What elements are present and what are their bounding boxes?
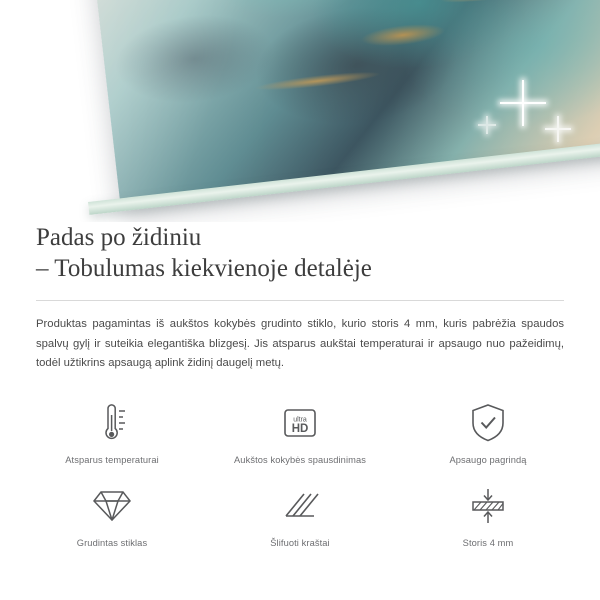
feature-item [18, 400, 206, 465]
diamond-icon [89, 483, 135, 529]
feature-item [394, 400, 582, 465]
divider [36, 300, 564, 301]
feature-label: Apsaugo pagrindą [449, 454, 527, 465]
feature-label: Atsparus temperaturai [65, 454, 159, 465]
thermometer-icon [89, 400, 135, 446]
svg-text:HD: HD [291, 422, 309, 435]
svg-text:ultra: ultra [293, 415, 307, 423]
feature-item [206, 400, 394, 465]
page-title-line-2: – Tobulumas kiekvienoje detalėje [36, 255, 372, 282]
feature-item [206, 483, 394, 548]
feature-item [18, 483, 206, 548]
hero-image [0, 0, 600, 222]
feature-item [394, 483, 582, 548]
feature-label: Storis 4 mm [462, 537, 514, 548]
ultra-hd-badge-icon [277, 400, 323, 446]
content-block [0, 222, 600, 548]
page-title-line-1: Padas po židiniu [36, 224, 202, 251]
feature-label: Šlifuoti kraštai [270, 537, 330, 548]
hero-image-inner [0, 0, 600, 222]
feature-grid [18, 400, 582, 548]
feature-label: Grudintas stiklas [76, 537, 148, 548]
polished-edge-icon [277, 483, 323, 529]
feature-label: Aukštos kokybės spausdinimas [234, 454, 366, 465]
page-title [0, 222, 600, 284]
thickness-arrows-icon [465, 483, 511, 529]
description-paragraph: Produktas pagamintas iš aukštos kokybės grudinto stiklo, kurio storis 4 mm, kuris pabrėžia spaudos spalvų gylį ir suteikia elegantiška blizgesį. Jis atsparus aukštai temperaturai ir apsaugo nuo pažeidimų, todėl užtikrins apsaugą aplink židinį daugelį metų. [36, 318, 564, 369]
shield-check-icon [465, 400, 511, 446]
